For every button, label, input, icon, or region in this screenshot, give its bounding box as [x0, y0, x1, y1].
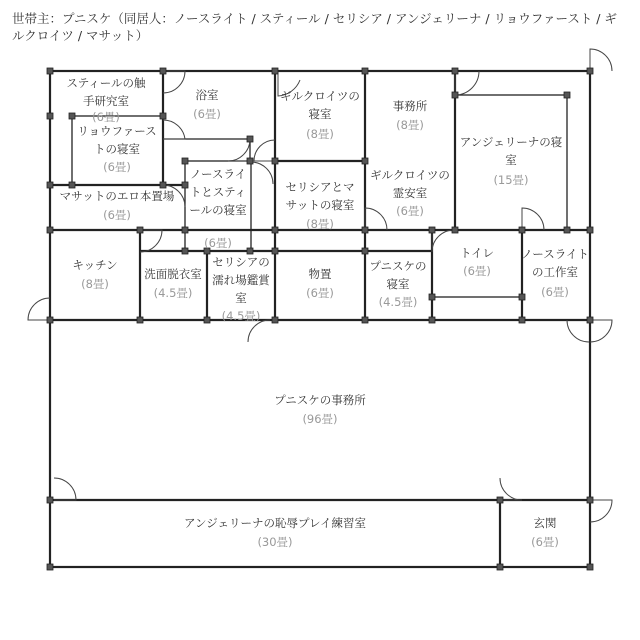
room-size: (6畳)	[204, 236, 232, 250]
room-name-line: 寝室	[308, 107, 332, 121]
room-storeroom	[306, 267, 334, 300]
room-name: トイレ	[460, 246, 494, 260]
room-gil-spirit	[370, 168, 450, 218]
room-gil-bedroom	[280, 89, 360, 141]
room-bath	[193, 88, 221, 121]
room-size: (6畳)	[193, 107, 221, 121]
room-punisuke-bedroom	[370, 259, 427, 309]
room-name-line: スティールの触	[66, 76, 146, 90]
room-size: (6畳)	[541, 285, 569, 299]
room-tentacle-lab	[66, 76, 146, 124]
room-name-line: トの寝室	[94, 142, 140, 156]
room-name-line: 濡れ場鑑賞	[212, 273, 270, 287]
room-name	[286, 180, 355, 212]
household-header: 世帯主：プニスケ（同居人：ノースライト / スティール / セリシア / アンジェリーナ / リョウファースト / ギルクロイツ / マサット）	[12, 11, 617, 43]
room-masat-storage	[60, 189, 175, 222]
room-size: (6畳)	[92, 110, 120, 124]
room-size: (8畳)	[396, 118, 424, 132]
room-serisia-masat	[286, 180, 355, 231]
room-name: マサットのエロ本置場	[59, 189, 175, 203]
room-size: (96畳)	[302, 412, 338, 426]
room-size: (6畳)	[306, 286, 334, 300]
room-practice-room	[184, 516, 366, 549]
room-name: キッチン	[72, 258, 118, 272]
room-north-workshop	[521, 247, 589, 299]
room-name	[370, 259, 427, 291]
room-name-line: 室	[235, 291, 247, 305]
room-name-line: セリシアの	[212, 255, 270, 269]
room-size: (15畳)	[493, 173, 529, 187]
room-size: (6畳)	[103, 208, 131, 222]
room-serisia-wet	[212, 255, 270, 323]
room-size: (8畳)	[306, 127, 334, 141]
room-size: (8畳)	[306, 217, 334, 231]
room-angelina-bedroom	[460, 135, 563, 187]
room-name-line: プニスケの	[369, 259, 427, 273]
room-name-line: 霊安室	[392, 186, 428, 200]
room-size: (30畳)	[257, 535, 293, 549]
room-north-steel	[189, 167, 246, 250]
room-kitchen	[72, 258, 117, 291]
room-name-line: 室	[505, 153, 517, 167]
room-name	[280, 89, 360, 121]
room-name-line: アンジェリーナの寝	[459, 135, 563, 149]
room-name: 浴室	[195, 88, 219, 102]
room-size: (4.5畳)	[153, 286, 193, 300]
room-size: (4.5畳)	[221, 309, 261, 323]
room-name: 玄関	[533, 516, 557, 530]
room-name-line: ノースライト	[521, 247, 589, 261]
room-name: アンジェリーナの恥辱プレイ練習室	[184, 516, 366, 530]
room-name-line: 寝室	[386, 277, 410, 291]
room-punisuke-office	[274, 393, 366, 426]
room-name	[370, 168, 450, 200]
room-office-small	[393, 99, 428, 132]
room-name-line: ギルクロイツの	[280, 89, 360, 103]
room-name-line: 手研究室	[83, 94, 129, 108]
room-size: (8畳)	[81, 277, 109, 291]
room-ryo-bedroom	[77, 124, 156, 174]
room-name: 事務所	[392, 99, 428, 113]
room-name-line: リョウファース	[77, 124, 157, 138]
room-size: (6畳)	[103, 160, 131, 174]
room-entrance	[531, 516, 559, 549]
room-name: 洗面脱衣室	[144, 267, 202, 281]
svg-text:スティールの触手研究室	[66, 76, 146, 108]
room-name-line: セリシアとマ	[285, 180, 355, 194]
room-name: プニスケの事務所	[274, 393, 366, 407]
room-washroom	[144, 267, 202, 300]
room-name: 物置	[308, 267, 332, 281]
room-name	[77, 124, 156, 156]
room-name-line: ギルクロイツの	[370, 168, 450, 182]
room-size: (6畳)	[463, 264, 491, 278]
room-size: (6畳)	[531, 535, 559, 549]
room-name-line: ールの寝室	[189, 203, 247, 217]
room-name	[460, 135, 563, 167]
room-size: (6畳)	[396, 204, 424, 218]
room-name	[212, 255, 270, 305]
room-name	[189, 167, 246, 217]
room-name-line: サットの寝室	[285, 198, 355, 212]
room-name-line: の工作室	[532, 265, 578, 279]
room-size: (4.5畳)	[378, 295, 418, 309]
room-name-line: トとスティ	[189, 185, 247, 199]
room-toilet	[460, 246, 494, 278]
room-name	[521, 247, 589, 279]
room-name-line: ノースライ	[189, 167, 247, 181]
